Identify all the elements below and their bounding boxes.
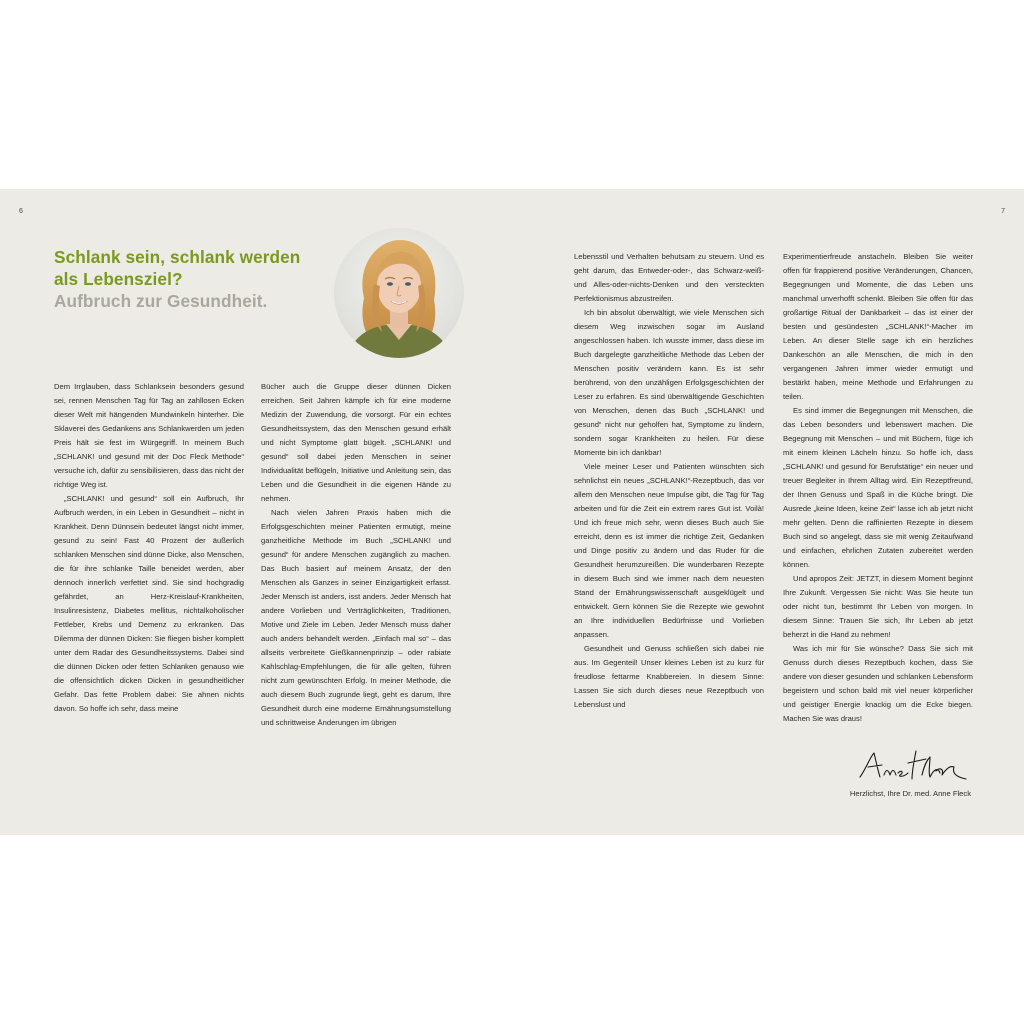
signature-icon [856,747,972,787]
paragraph: Viele meiner Leser und Patienten wünschten sich sehnlichst ein neues „SCHLANK!“-Rezeptbuch, das vor allem den Menschen neue Impulse gibt, die Tag für Tag arbeiten und für die Zeit ein extrem rares Gut ist. Voilà! Und ich freue mich sehr, wenn dieses Buch auch Sie erreicht, denn es ist immer die richtige Zeit, Gedanken und Dinge positiv zu ändern und das Ruder für die Gesundheit herumzureißen. Die wunderbaren Rezepte in diesem Buch sind wie immer nach dem neuesten Stand der Ernährungswissenschaft ausgeklügelt und entwickelt. Gern können Sie die Rezepte wie gewohnt an Ihre individuellen Bedürfnisse und Vorlieben anpassen. [574,462,764,639]
paragraph: Es sind immer die Begegnungen mit Menschen, die das Leben besonders und lebenswert machen. Die Begegnung mit Menschen – und mit Büchern, füge ich mit einem kleinen Lächeln hinzu. So hoffe ich, dass „SCHLANK! und gesund für Berufstätige“ ein neuer und treuer Begleiter in Ihrem Alltag wird. Ein Rezeptfreund, der Ihnen Genuss und Spaß in die Küche bringt. Die Ausrede „keine Ideen, keine Zeit“ lasse ich ab jetzt nicht mehr gelten. Denn die raffinierten Rezepte in diesem Buch sind so angelegt, dass sie mit wenig Zeitaufwand und einfachen, ehrlichen Zutaten zubereitet werden können. [783,406,973,569]
paragraph: Ich bin absolut überwältigt, wie viele Menschen sich diesem Weg inzwischen sogar im Ausland angeschlossen haben. Ich wusste immer, dass diese im Buch dargelegte ganzheitliche Methode das Leben der Menschen positiv verändern kann. Es ist sehr berührend, von den unzähligen Erfolgsgeschichten der Leser zu erfahren. Es sind überwältigende Geschichten von Menschen, denen das Buch „SCHLANK! und gesund“ nicht nur geholfen hat, Symptome zu lindern, sondern sogar Krankheiten zu heilen. Für diese Momente bin ich dankbar! [574,308,764,457]
headline-line-1: Schlank sein, schlank werden [54,247,301,267]
text-column-4 [783,250,973,726]
author-portrait [334,228,464,358]
paragraph: Bücher auch die Gruppe dieser dünnen Dicken erreichen. Seit Jahren kämpfe ich für eine moderne Medizin der Zuwendung, die vorsorgt. Für ein echtes Gesundheitssystem, das den Menschen gesund erhält und nicht Symptome glatt bügelt. „SCHLANK! und gesund“ soll dabei jeden Menschen in seiner Individualität beflügeln, Initiative und Anleitung sein, das Leben und die Gesundheit in die eigenen Hände zu nehmen. [261,382,451,503]
headline-line-2: als Lebensziel? [54,269,183,289]
page-number-left: 6 [19,208,23,215]
handwritten-signature [856,747,972,787]
author-portrait-image [334,228,464,358]
text-column-1 [54,380,244,716]
paragraph: Nach vielen Jahren Praxis haben mich die Erfolgsgeschichten meiner Patienten ermutigt, meine ganzheitliche Methode im Buch „SCHLANK! und gesund“ für andere Menschen zugänglich zu machen. Das Buch basiert auf meinem Ansatz, der den Menschen als Ganzes in seiner Einzigartigkeit erfasst. Jeder Mensch ist anders, isst anders. Jeder Mensch hat andere Vorlieben und Verträglichkeiten, Traditionen, Motive und Ziele im Leben. Jeder Mensch muss daher auch anders behandelt werden. „Einfach mal so“ – das allseits verbreitete Gießkannenprinzip – oder rabiate Kahlschlag-Empfehlungen, die für alle gelten, führen nicht zum gewünschten Erfolg. In meiner Methode, die auch diesem Buch zugrunde liegt, geht es darum, Ihre Gesundheit durch eine moderne Ernährungsumstellung und schrittweise Änderungen im übrigen [261,508,451,727]
page-number-right: 7 [1001,208,1005,215]
closing-line: Herzlichst, Ihre Dr. med. Anne Fleck [849,789,971,798]
paragraph: Gesundheit und Genuss schließen sich dabei nie aus. Im Gegenteil! Unser kleines Leben ist zu kurz für freudlose fettarme Knabbereien. In diesem Sinne: Lassen Sie sich durch dieses neue Rezeptbuch von Lebenslust und [574,644,764,709]
paragraph: Und apropos Zeit: JETZT, in diesem Moment beginnt Ihre Zukunft. Vergessen Sie nicht: Was Sie heute tun oder nicht tun, bestimmt Ihr Leben von morgen. In diesem Sinne: Trauen Sie sich, Ihr Leben ab jetzt beherzt in die Hand zu nehmen! [783,574,973,639]
headline-subtitle: Aufbruch zur Gesundheit. [54,291,268,311]
paragraph: „SCHLANK! und gesund“ soll ein Aufbruch, Ihr Aufbruch werden, in ein Leben in Gesundheit – nicht in Krankheit. Denn Dünnsein bedeutet längst nicht immer, gesund zu sein! Fast 40 Prozent der äußerlich schlanken Menschen sind dünne Dicke, also Menschen, die für ihre schlanke Taille beneidet werden, aber dennoch innerlich verfettet sind. Sie sind hochgradig gefährdet, an Herz-Kreislauf-Krankheiten, Insulinresistenz, Diabetes mellitus, nichtalkoholischer Fettleber, Krebs und Demenz zu erkranken. Das Dilemma der dünnen Dicken: Sie fliegen bisher komplett unter dem Radar des Gesundheitssystems. Dabei sind die dünnen Dicken oder fetten Schlanken genauso wie die offensichtlich dicken Dicken in gesundheitlicher Gefahr. Das fette Problem dabei: Sie ahnen nichts davon. So hoffe ich sehr, dass meine [54,494,244,713]
paragraph: Experimentierfreude anstacheln. Bleiben Sie weiter offen für frappierend positive Veränderungen, Chancen, Begegnungen und Momente, die das Leben uns manchmal unverhofft schenkt. Bleiben Sie offen für das großartige Ritual der Dankbarkeit – das ist einer der besten und gesündesten „SCHLANK!“-Macher im Leben. An dieser Stelle sage ich ein herzliches Dankeschön an alle Menschen, die mich in den vergangenen Jahren immer wieder ermutigt und bestärkt haben, meine Methode und Erfahrungen zu teilen. [783,252,973,401]
text-column-2 [261,380,451,730]
text-column-3 [574,250,764,712]
paragraph: Was ich mir für Sie wünsche? Dass Sie sich mit Genuss durch dieses Rezeptbuch kochen, dass Sie andere von dieser gesunden und schlanken Lebensform begeistern und schon bald mit viel neuer körperlicher und geistiger Energie knackig um die Ecke biegen. Machen Sie was draus! [783,644,973,723]
paragraph: Dem Irrglauben, dass Schlanksein besonders gesund sei, rennen Menschen Tag für Tag an zahllosen Ecken dieser Welt mit hängenden Mundwinkeln hinterher. Die Sklaverei des Gedankens ans Schlankwerden um jeden Preis hält sie fest im Würgegriff. In meinem Buch „SCHLANK! und gesund mit der Doc Fleck Methode“ versuche ich, dafür zu sensibilisieren, dass das nicht der richtige Weg ist. [54,382,244,489]
paragraph: Lebensstil und Verhalten behutsam zu steuern. Und es geht darum, das Entweder-oder-, das Schwarz-weiß- und Alles-oder-nichts-Denken und den versteckten Perfektionismus abzustreifen. [574,252,764,303]
book-spread [0,189,1024,835]
headline [54,246,344,312]
